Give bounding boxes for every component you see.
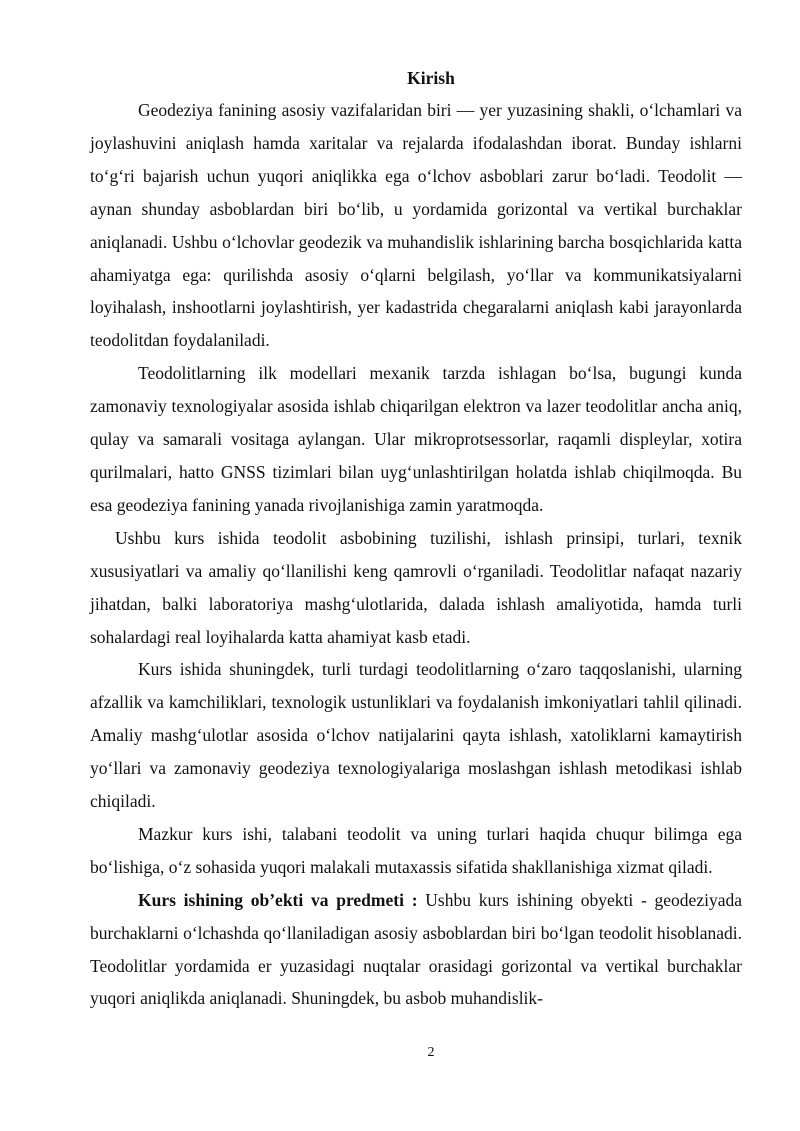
paragraph-object-subject <box>90 884 742 1016</box>
paragraph-purpose: Mazkur kurs ishi, talabani teodolit va uning turlari haqida chuqur bilimga ega bo‘lishiga, o‘z sohasida yuqori malakali mutaxassis sifatida shakllanishiga xizmat qiladi. <box>90 823 742 877</box>
paragraph-modern-theodolites: Teodolitlarning ilk modellari mexanik tarzda ishlagan bo‘lsa, bugungi kunda zamonaviy texnologiyalar asosida ishlab chiqarilgan elektron va lazer teodolitlar ancha aniq, qulay va samarali vositaga aylangan. Ular mikroprotsessorlar, raqamli displeylar, xotira qurilmalari, hatto GNSS tizimlari bilan uyg‘unlashtirilgan holatda ishlab chiqilmoqda. Bu esa geodeziya fanining yanada rivojlanishiga zamin yaratmoqda. <box>90 363 742 515</box>
page-title: Kirish <box>407 68 455 88</box>
object-subject-heading: Kurs ishining ob’ekti va predmeti : <box>138 889 418 910</box>
paragraph-course-scope: Ushbu kurs ishida teodolit asbobining tuzilishi, ishlash prinsipi, turlari, texnik xususiyatlari va amaliy qo‘llanilishi keng qamrovli o‘rganiladi. Teodolitlar nafaqat nazariy jihatdan, balki laboratoriya mashg‘ulotlarida, dalada ishlash amaliyotida, hamda turli sohalardagi real loyihalarda katta ahamiyat kasb etadi. <box>90 527 742 647</box>
object-subject-text: Ushbu kurs ishining obyekti - geodeziyada burchaklarni o‘lchashda qo‘llaniladigan asosiy asboblardan biri bo‘lgan teodolit hisoblanadi. Teodolitlar yordamida er yuzasidagi nuqtalar orasidagi gorizontal va vertikal burchaklar yuqori aniqlikda aniqlanadi. Shuningdek, bu asbob muhandislik- <box>90 889 742 1009</box>
paragraph-comparison: Kurs ishida shuningdek, turli turdagi teodolitlarning o‘zaro taqqoslanishi, ularning afzallik va kamchiliklari, texnologik ustunliklari va foydalanish imkoniyatlari tahlil qilinadi. Amaliy mashg‘ulotlar asosida o‘lchov natijalarini qayta ishlash, xatoliklarni kamaytirish yo‘llari va zamonaviy geodeziya texnologiyalariga moslashgan ishlash metodikasi ishlab chiqiladi. <box>90 659 742 812</box>
page-number: 2 <box>427 1045 435 1060</box>
body-text <box>90 94 742 1015</box>
paragraph-intro: Geodeziya fanining asosiy vazifalaridan biri — yer yuzasining shakli, o‘lchamlari va joylashuvini aniqlash hamda xaritalar va rejalarda ifodalashdan iborat. Bunday ishlarni to‘g‘ri bajarish uchun yuqori aniqlikka ega o‘lchov asboblari zarur bo‘ladi. Teodolit — aynan shunday asboblardan biri bo‘lib, u yordamida gorizontal va vertikal burchaklar aniqlanadi. Ushbu o‘lchovlar geodezik va muhandislik ishlarining barcha bosqichlarida katta ahamiyatga ega: qurilishda asosiy o‘qlarni belgilash, yo‘llar va kommunikatsiyalarni loyihalash, inshootlarni joylashtirish, yer kadastrida chegaralarni aniqlash kabi jarayonlarda teodolitdan foydalaniladi. <box>90 100 742 351</box>
